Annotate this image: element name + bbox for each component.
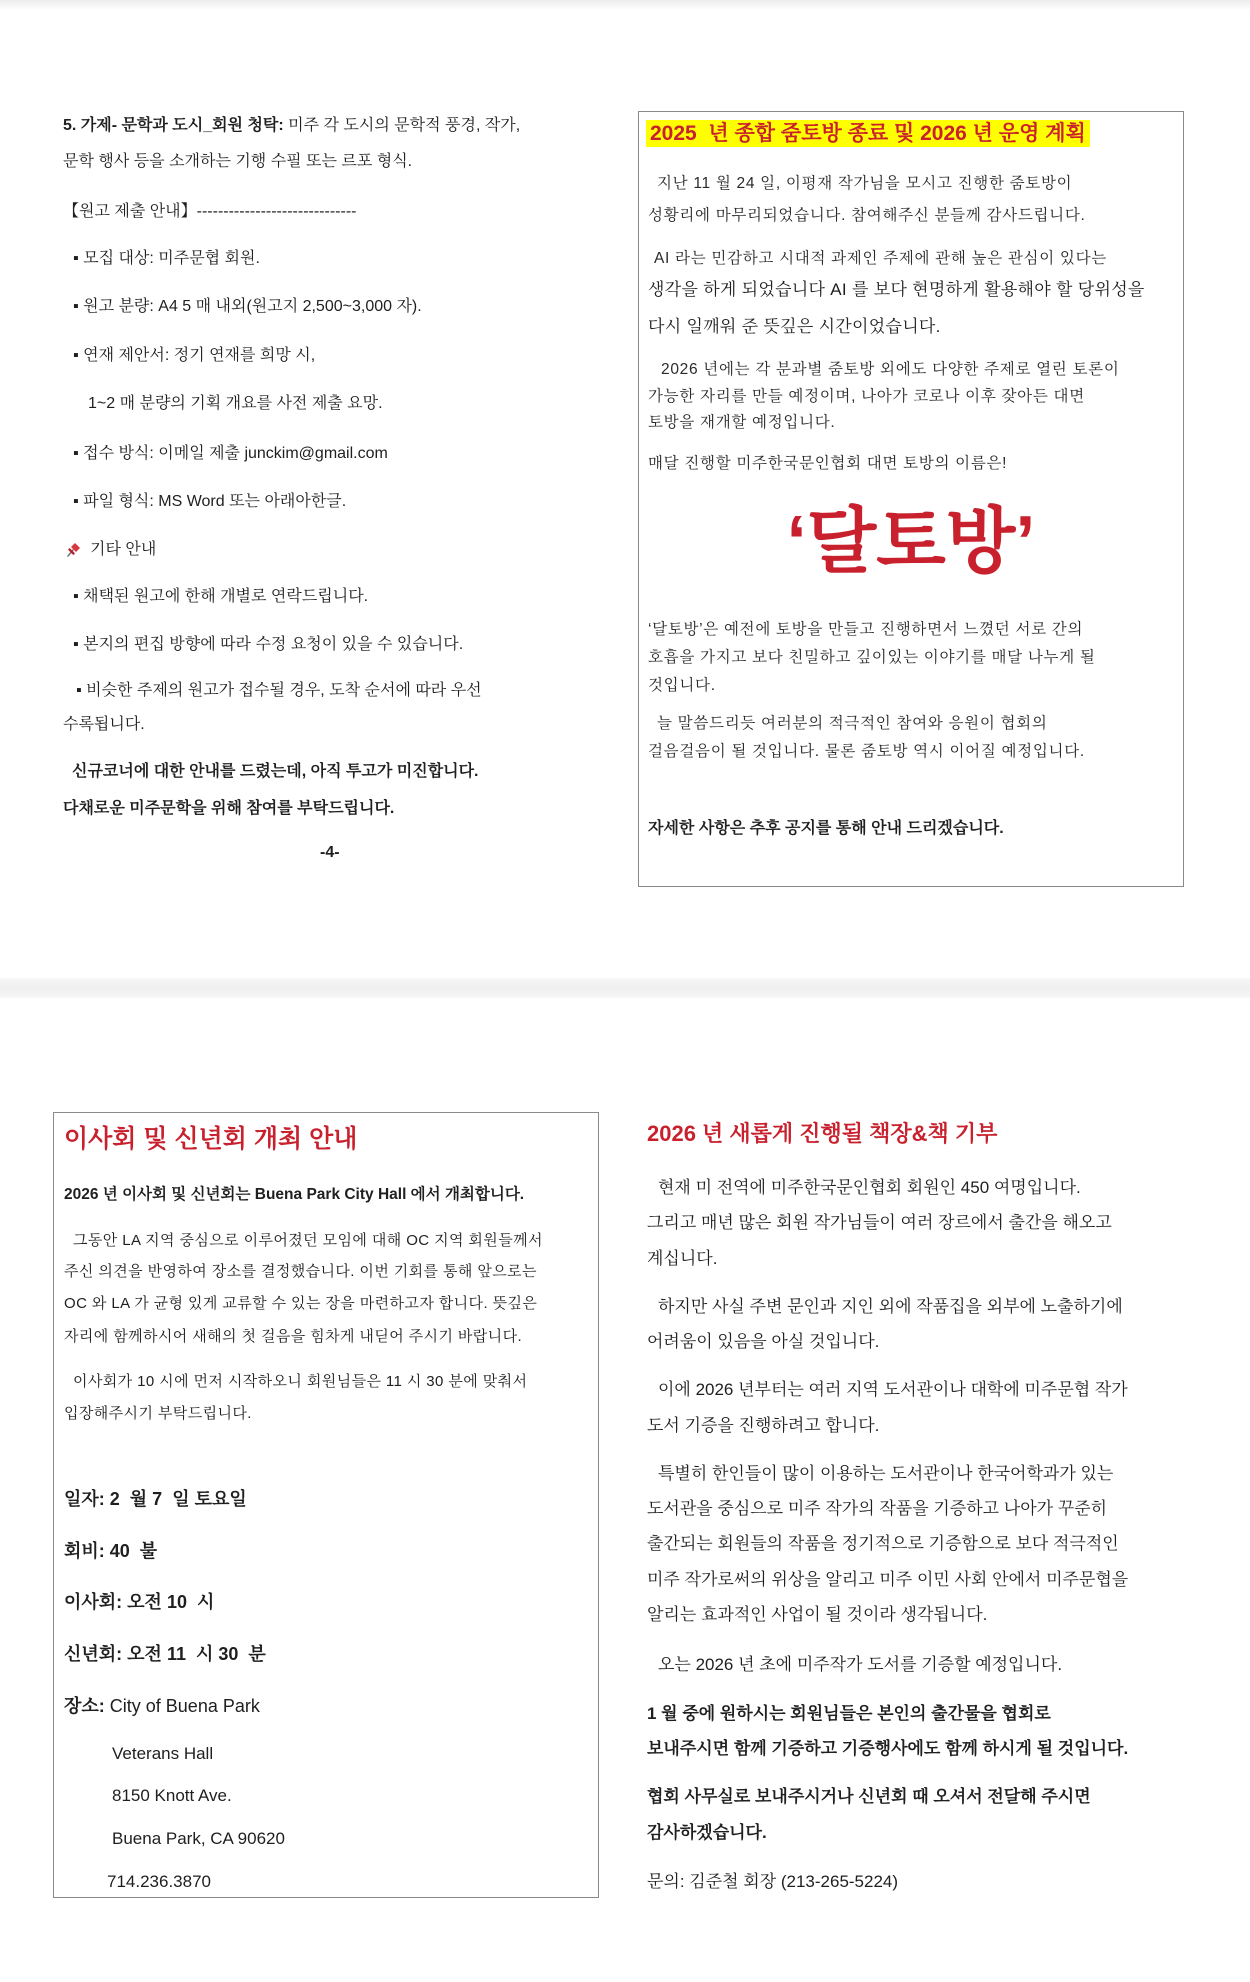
detail-value: 40 불: [104, 1541, 158, 1561]
other-info-item: ▪ 본지의 편집 방향에 따라 수정 요청이 있을 수 있습니다.: [73, 636, 464, 653]
notice-line: 걸음걸음이 될 것입니다. 물론 줌토방 역시 이어질 예정입니다.: [648, 743, 1085, 760]
venue-phone: 714.236.3870: [107, 1872, 211, 1891]
guide-item: ▪ 파일 형식: MS Word 또는 아래아한글.: [73, 493, 347, 510]
donation-line: 도서관을 중심으로 미주 작가의 작품을 기증하고 나아가 꾸준히: [647, 1499, 1108, 1518]
event-date: [64, 1486, 247, 1512]
venue-line: Veterans Hall: [112, 1744, 214, 1763]
notice-line: 늘 말씀드리듯 여러분의 적극적인 참여와 응원이 협회의: [657, 715, 1048, 732]
page-separator: [0, 978, 1250, 998]
closing-request: 신규코너에 대한 안내를 드렸는데, 아직 투고가 미진합니다.: [72, 763, 479, 780]
notice-line: 매달 진행할 미주한국문인협회 대면 토방의 이름은!: [648, 455, 1008, 472]
other-info-item: ▪ 채택된 원고에 한해 개별로 연락드립니다.: [73, 588, 369, 605]
closing-request: 다채로운 미주문학을 위해 참여를 부탁드립니다.: [63, 800, 395, 817]
venue-line: Buena Park, CA 90620: [112, 1829, 285, 1848]
board-meeting-time: [64, 1589, 214, 1615]
notice-line: OC 와 LA 가 균형 있게 교류할 수 있는 장을 마련하고자 합니다. 뜻깊은: [64, 1295, 538, 1312]
board-newyear-title: 이사회 및 신년회 개최 안내: [64, 1125, 358, 1153]
notice-line: 성황리에 마무리되었습니다. 참여해주신 분들께 감사드립니다.: [648, 207, 1086, 224]
submission-guide-header: 【원고 제출 안내】------------------------------: [63, 203, 357, 220]
notice-line: 이사회가 10 시에 먼저 시작하오니 회원님들은 11 시 30 분에 맞춰서: [73, 1373, 528, 1390]
donation-line: 오는 2026 년 초에 미주작가 도서를 기증할 예정입니다.: [658, 1655, 1063, 1674]
donation-request: 협회 사무실로 보내주시거나 신년회 때 오셔서 전달해 주시면: [647, 1787, 1091, 1806]
literary-city-call-title: 5. 가제- 문학과 도시_회원 청탁:: [63, 117, 284, 134]
donation-line: 그리고 매년 많은 회원 작가님들이 여러 장르에서 출간을 해오고: [647, 1213, 1112, 1232]
detail-value: 오전 11 시 30 분: [122, 1644, 266, 1664]
donation-line: 하지만 사실 주변 문인과 지인 외에 작품집을 외부에 노출하기에: [658, 1297, 1123, 1316]
other-info-item: 수록됩니다.: [63, 716, 145, 733]
zoom-toban-notice-box: [638, 111, 1184, 887]
literary-city-call-desc: 문학 행사 등을 소개하는 기행 수필 또는 르포 형식.: [63, 153, 413, 170]
guide-item: 1~2 매 분량의 기획 개요를 사전 제출 요망.: [88, 395, 383, 412]
notice-line: 생각을 하게 되었습니다 AI 를 보다 현명하게 활용해야 할 당위성을: [648, 280, 1145, 299]
notice-line: 것입니다.: [648, 677, 716, 694]
notice-line: 자리에 함께하시어 새해의 첫 걸음을 힘차게 내딛어 주시기 바랍니다.: [64, 1328, 523, 1345]
detail-value: 오전 10 시: [122, 1592, 215, 1612]
notice-line: 다시 일깨워 준 뜻깊은 시간이었습니다.: [648, 317, 941, 336]
newyear-party-time: [64, 1641, 266, 1667]
donation-request: 감사하겠습니다.: [647, 1823, 767, 1842]
donation-line: 계십니다.: [647, 1249, 718, 1268]
donation-line: 어려움이 있음을 아실 것입니다.: [647, 1332, 880, 1351]
venue-line: 8150 Knott Ave.: [112, 1786, 232, 1805]
detail-label: 일자:: [64, 1489, 105, 1509]
zoom-toban-title: 2025 년 종합 줌토방 종료 및 2026 년 운영 계획: [646, 120, 1090, 147]
pushpin-icon: [64, 541, 82, 559]
donation-line: 미주 작가로써의 위상을 알리고 미주 이민 사회 안에서 미주문협을: [647, 1570, 1129, 1589]
donation-line: 특별히 한인들이 많이 이용하는 도서관이나 한국어학과가 있는: [658, 1464, 1114, 1483]
event-venue: [64, 1693, 260, 1719]
detail-value: City of Buena Park: [104, 1696, 260, 1716]
detail-label: 장소:: [64, 1696, 105, 1716]
donation-line: 도서 기증을 진행하려고 합니다.: [647, 1416, 880, 1435]
donation-request: 보내주시면 함께 기증하고 기증행사에도 함께 하시게 될 것입니다.: [647, 1739, 1129, 1758]
notice-line: AI 라는 민감하고 시대적 과제인 주제에 관해 높은 관심이 있다는: [654, 250, 1107, 267]
donation-line: 이에 2026 년부터는 여러 지역 도서관이나 대학에 미주문협 작가: [658, 1380, 1128, 1399]
board-newyear-lead: 2026 년 이사회 및 신년회는 Buena Park City Hall 에서 개최합니다.: [64, 1186, 525, 1203]
detail-label: 신년회:: [64, 1644, 123, 1664]
notice-line: 입장해주시기 부탁드립니다.: [64, 1405, 252, 1422]
donation-line: 알리는 효과적인 사업이 될 것이라 생각됩니다.: [647, 1605, 988, 1624]
donation-line: 출간되는 회원들의 작품을 정기적으로 기증함으로 보다 적극적인: [647, 1534, 1119, 1553]
page-number: -4-: [320, 844, 340, 861]
board-newyear-notice-box: [53, 1112, 599, 1898]
event-fee: [64, 1538, 157, 1564]
notice-line: 2026 년에는 각 분과별 줌토방 외에도 다양한 주제로 열린 토론이: [661, 361, 1120, 378]
guide-item: ▪ 연재 제안서: 정기 연재를 희망 시,: [73, 347, 316, 364]
notice-line: 토방을 재개할 예정입니다.: [648, 414, 836, 431]
other-info-item: ▪ 비슷한 주제의 원고가 접수될 경우, 도착 순서에 따라 우선: [76, 682, 482, 699]
detail-label: 이사회:: [64, 1592, 123, 1612]
notice-line: ‘달토방’은 예전에 토방을 만들고 진행하면서 느꼈던 서로 간의: [648, 621, 1084, 638]
literary-city-call-title-line: [63, 115, 520, 137]
notice-line: 주신 의견을 반영하여 장소를 결정했습니다. 이번 기회를 통해 앞으로는: [64, 1263, 537, 1280]
notice-line: 호흡을 가지고 보다 친밀하고 깊이있는 이야기를 매달 나누게 될: [648, 649, 1096, 666]
donation-request: 1 월 중에 원하시는 회원님들은 본인의 출간물을 협회로: [647, 1704, 1051, 1723]
detail-value: 2 월 7 일 토요일: [104, 1489, 247, 1509]
dal-toban-name: ‘달토방’: [786, 502, 1036, 582]
contact-info: 문의: 김준철 회장 (213-265-5224): [647, 1872, 899, 1891]
donation-line: 현재 미 전역에 미주한국문인협회 회원인 450 여명입니다.: [658, 1178, 1081, 1197]
notice-line: 지난 11 월 24 일, 이평재 작가님을 모시고 진행한 줌토방이: [657, 175, 1073, 192]
notice-closing: 자세한 사항은 추후 공지를 통해 안내 드리겠습니다.: [648, 820, 1004, 837]
book-donation-title: 2026 년 새롭게 진행될 책장&책 기부: [647, 1121, 998, 1146]
literary-city-call-desc-start: 미주 각 도시의 문학적 풍경, 작가,: [283, 117, 521, 134]
notice-line: 그동안 LA 지역 중심으로 이루어졌던 모임에 대해 OC 지역 회원들께서: [73, 1232, 543, 1249]
detail-label: 회비:: [64, 1541, 105, 1561]
page-top-edge: [0, 0, 1250, 10]
other-info-header: 기타 안내: [90, 541, 157, 558]
guide-item: ▪ 접수 방식: 이메일 제출 junckim@gmail.com: [73, 445, 388, 462]
guide-item: ▪ 원고 분량: A4 5 매 내외(원고지 2,500~3,000 자).: [73, 298, 422, 315]
guide-item: ▪ 모집 대상: 미주문협 회원.: [73, 250, 260, 267]
notice-line: 가능한 자리를 만들 예정이며, 나아가 코로나 이후 잦아든 대면: [648, 388, 1085, 405]
